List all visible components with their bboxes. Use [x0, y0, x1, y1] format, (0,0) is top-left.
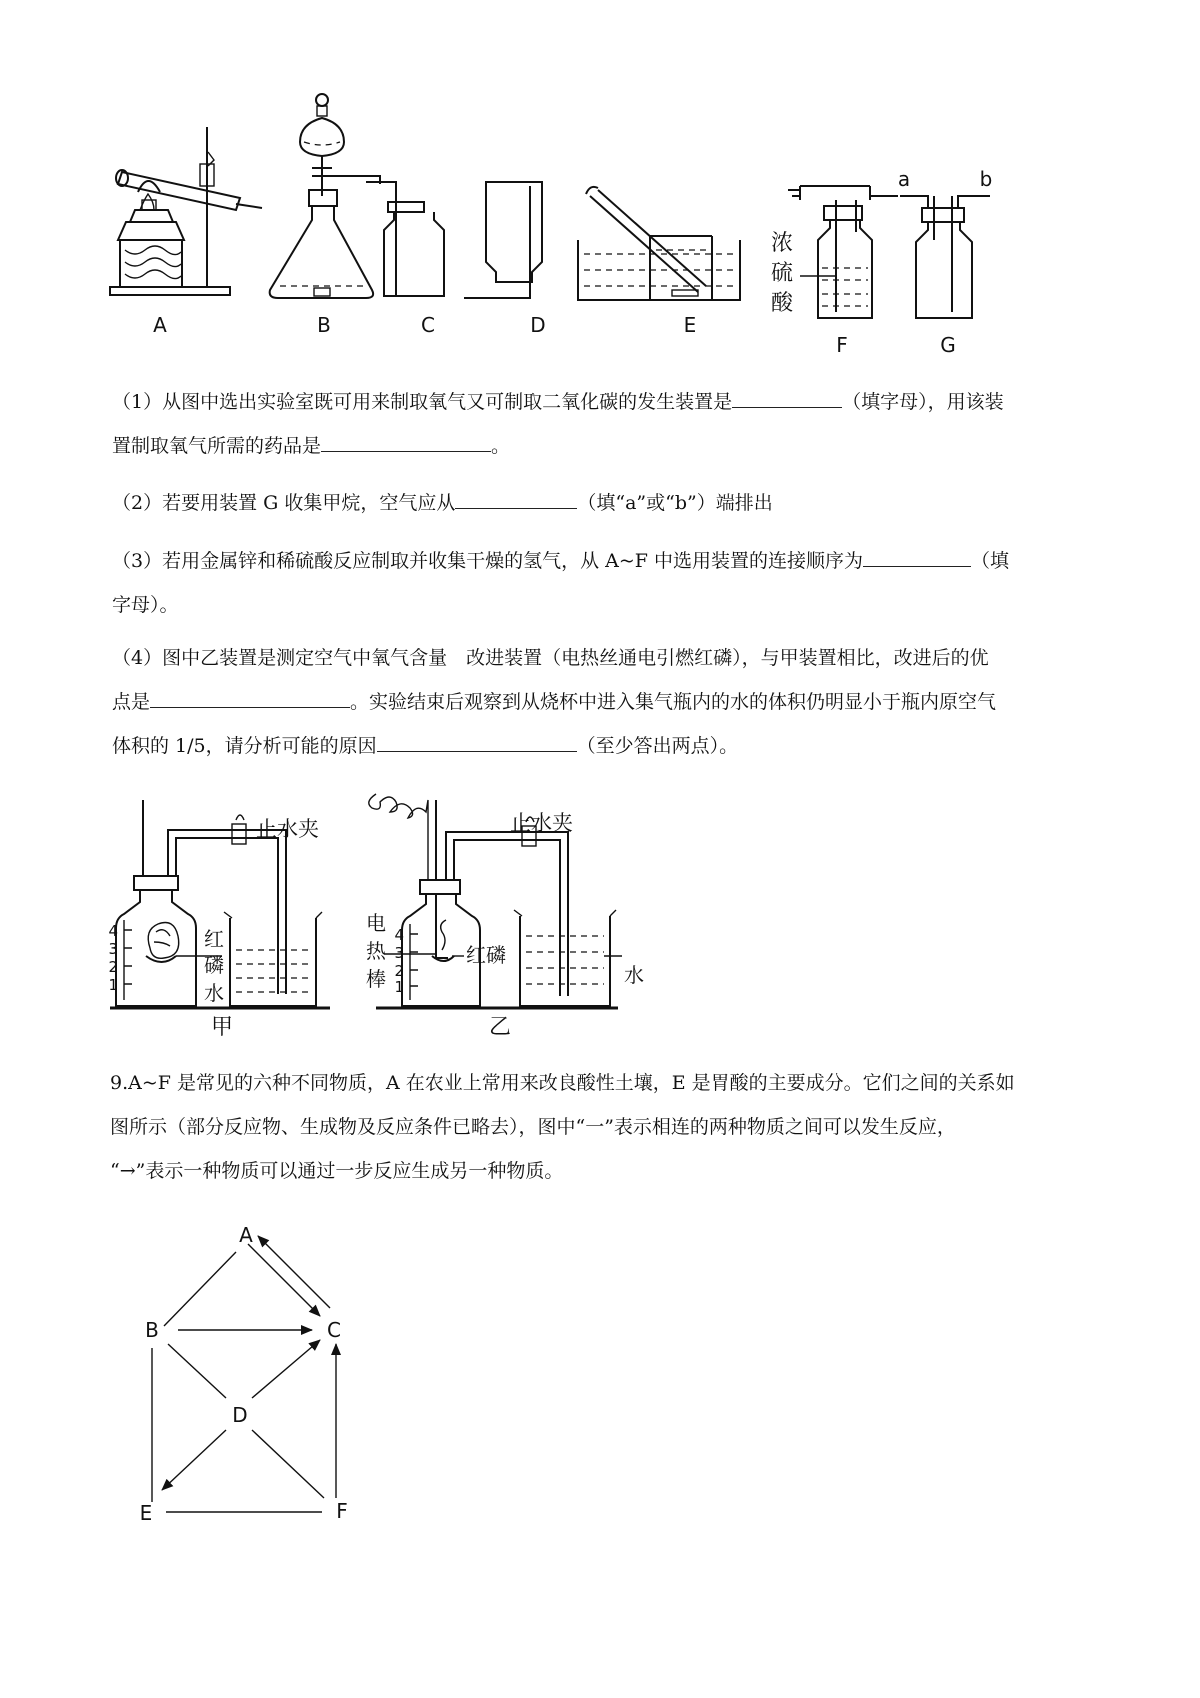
oxygen-setups-figure	[0, 780, 1200, 1050]
q4-text-4: 体积的 1/5，请分析可能的原因	[112, 735, 377, 757]
relation-diagram	[0, 1220, 1200, 1525]
label-f: F	[836, 333, 848, 357]
yi-rod-3: 棒	[366, 967, 386, 991]
apparatus-g	[900, 196, 990, 318]
jia-water: 水	[204, 981, 224, 1005]
yi-mark-2: 2	[394, 962, 404, 980]
jia-red-p-1: 红	[204, 927, 224, 951]
edge-d-to-e	[162, 1430, 226, 1490]
jia-mark-4: 4	[108, 922, 118, 940]
label-f-acid-1: 浓	[770, 231, 794, 256]
label-b: B	[317, 313, 331, 337]
yi-mark-3: 3	[394, 944, 404, 962]
yi-mark-1: 1	[394, 978, 404, 996]
label-g-port-a: a	[897, 167, 911, 191]
yi-caption: 乙	[488, 1015, 512, 1040]
q4-text-2: 点是	[112, 691, 151, 713]
q3-text-1: （3）若用金属锌和稀硫酸反应制取并收集干燥的氢气，从 A~F 中选用装置的连接顺序为	[112, 550, 863, 572]
apparatus-figure	[0, 0, 1200, 380]
node-f: F	[336, 1499, 348, 1523]
label-f-acid-2: 硫	[770, 261, 794, 286]
q1-text-2: （填字母），用该装	[842, 391, 1004, 413]
jia-mark-2: 2	[108, 958, 118, 976]
q4-text-3: 。实验结束后观察到从烧杯中进入集气瓶内的水的体积仍明显小于瓶内原空气	[350, 691, 997, 713]
q1-text-1: （1）从图中选出实验室既可用来制取氧气又可制取二氧化碳的发生装置是	[112, 391, 733, 413]
q3-text-3: 字母）。	[112, 594, 179, 616]
question-1	[112, 380, 1100, 468]
question-3	[112, 539, 1100, 627]
q1-text-3: 置制取氧气所需的药品是	[112, 435, 322, 457]
label-g: G	[940, 333, 956, 357]
label-d: D	[530, 313, 546, 337]
label-g-port-b: b	[979, 167, 993, 191]
jia-mark-1: 1	[108, 976, 118, 994]
edge-a-b	[164, 1252, 236, 1326]
edge-c-to-a	[258, 1236, 330, 1308]
q4-text-5: （至少答出两点）。	[576, 735, 739, 757]
apparatus-d	[464, 182, 542, 298]
q1-blank-2[interactable]	[321, 431, 491, 452]
yi-clip-label: 止水夹	[510, 811, 573, 835]
edge-b-d	[168, 1344, 226, 1398]
yi-rod-2: 热	[366, 939, 386, 963]
jia-clip-label: 止水夹	[256, 817, 319, 841]
q9-line-3: “→”表示一种物质可以通过一步反应生成另一种物质。	[110, 1160, 564, 1182]
q9-line-1: 9.A~F 是常见的六种不同物质，A 在农业上常用来改良酸性土壤，E 是胃酸的主要成分。它们之间的关系如	[110, 1072, 1015, 1094]
apparatus-a	[110, 127, 262, 295]
label-c: C	[421, 313, 435, 337]
q2-blank[interactable]	[455, 488, 577, 509]
node-a: A	[239, 1223, 253, 1247]
q2-text-2: （填“a”或“b”）端排出	[577, 492, 773, 514]
apparatus-e	[578, 187, 740, 300]
q2-text-1: （2）若要用装置 G 收集甲烷，空气应从	[112, 492, 456, 514]
question-4	[112, 636, 1100, 768]
edge-a-to-c	[248, 1244, 320, 1316]
apparatus-c	[366, 182, 444, 296]
jia-caption: 甲	[210, 1015, 234, 1040]
q4-blank-2[interactable]	[377, 731, 577, 752]
q3-blank[interactable]	[863, 546, 971, 567]
yi-water: 水	[624, 963, 644, 987]
setup-yi	[369, 794, 622, 1008]
q9-line-2: 图所示（部分反应物、生成物及反应条件已略去），图中“一”表示相连的两种物质之间可以发生反应，	[110, 1116, 956, 1138]
label-f-acid-3: 酸	[770, 291, 794, 316]
node-b: B	[145, 1318, 159, 1342]
node-e: E	[139, 1501, 153, 1525]
edge-d-f	[252, 1430, 324, 1498]
q4-text-1: （4）图中乙装置是测定空气中氧气含量 改进装置（电热丝通电引燃红磷），与甲装置相比，改进后的优	[112, 647, 989, 669]
edge-d-to-c	[252, 1340, 320, 1398]
q1-text-4: 。	[491, 435, 511, 457]
q4-blank-1[interactable]	[150, 687, 350, 708]
apparatus-b	[270, 94, 380, 298]
label-a: A	[153, 313, 167, 337]
jia-red-p-2: 磷	[204, 953, 224, 977]
apparatus-f	[788, 186, 898, 318]
yi-rod-1: 电	[366, 911, 386, 935]
jia-mark-3: 3	[108, 940, 118, 958]
question-2	[112, 481, 1100, 525]
node-c: C	[327, 1318, 341, 1342]
yi-mark-4: 4	[394, 926, 404, 944]
q1-blank-1[interactable]	[732, 387, 842, 408]
question-9	[110, 1061, 1110, 1193]
q3-text-2: （填	[971, 550, 1010, 572]
yi-red-p: 红磷	[466, 943, 506, 967]
label-e: E	[683, 313, 697, 337]
node-d: D	[232, 1403, 248, 1427]
